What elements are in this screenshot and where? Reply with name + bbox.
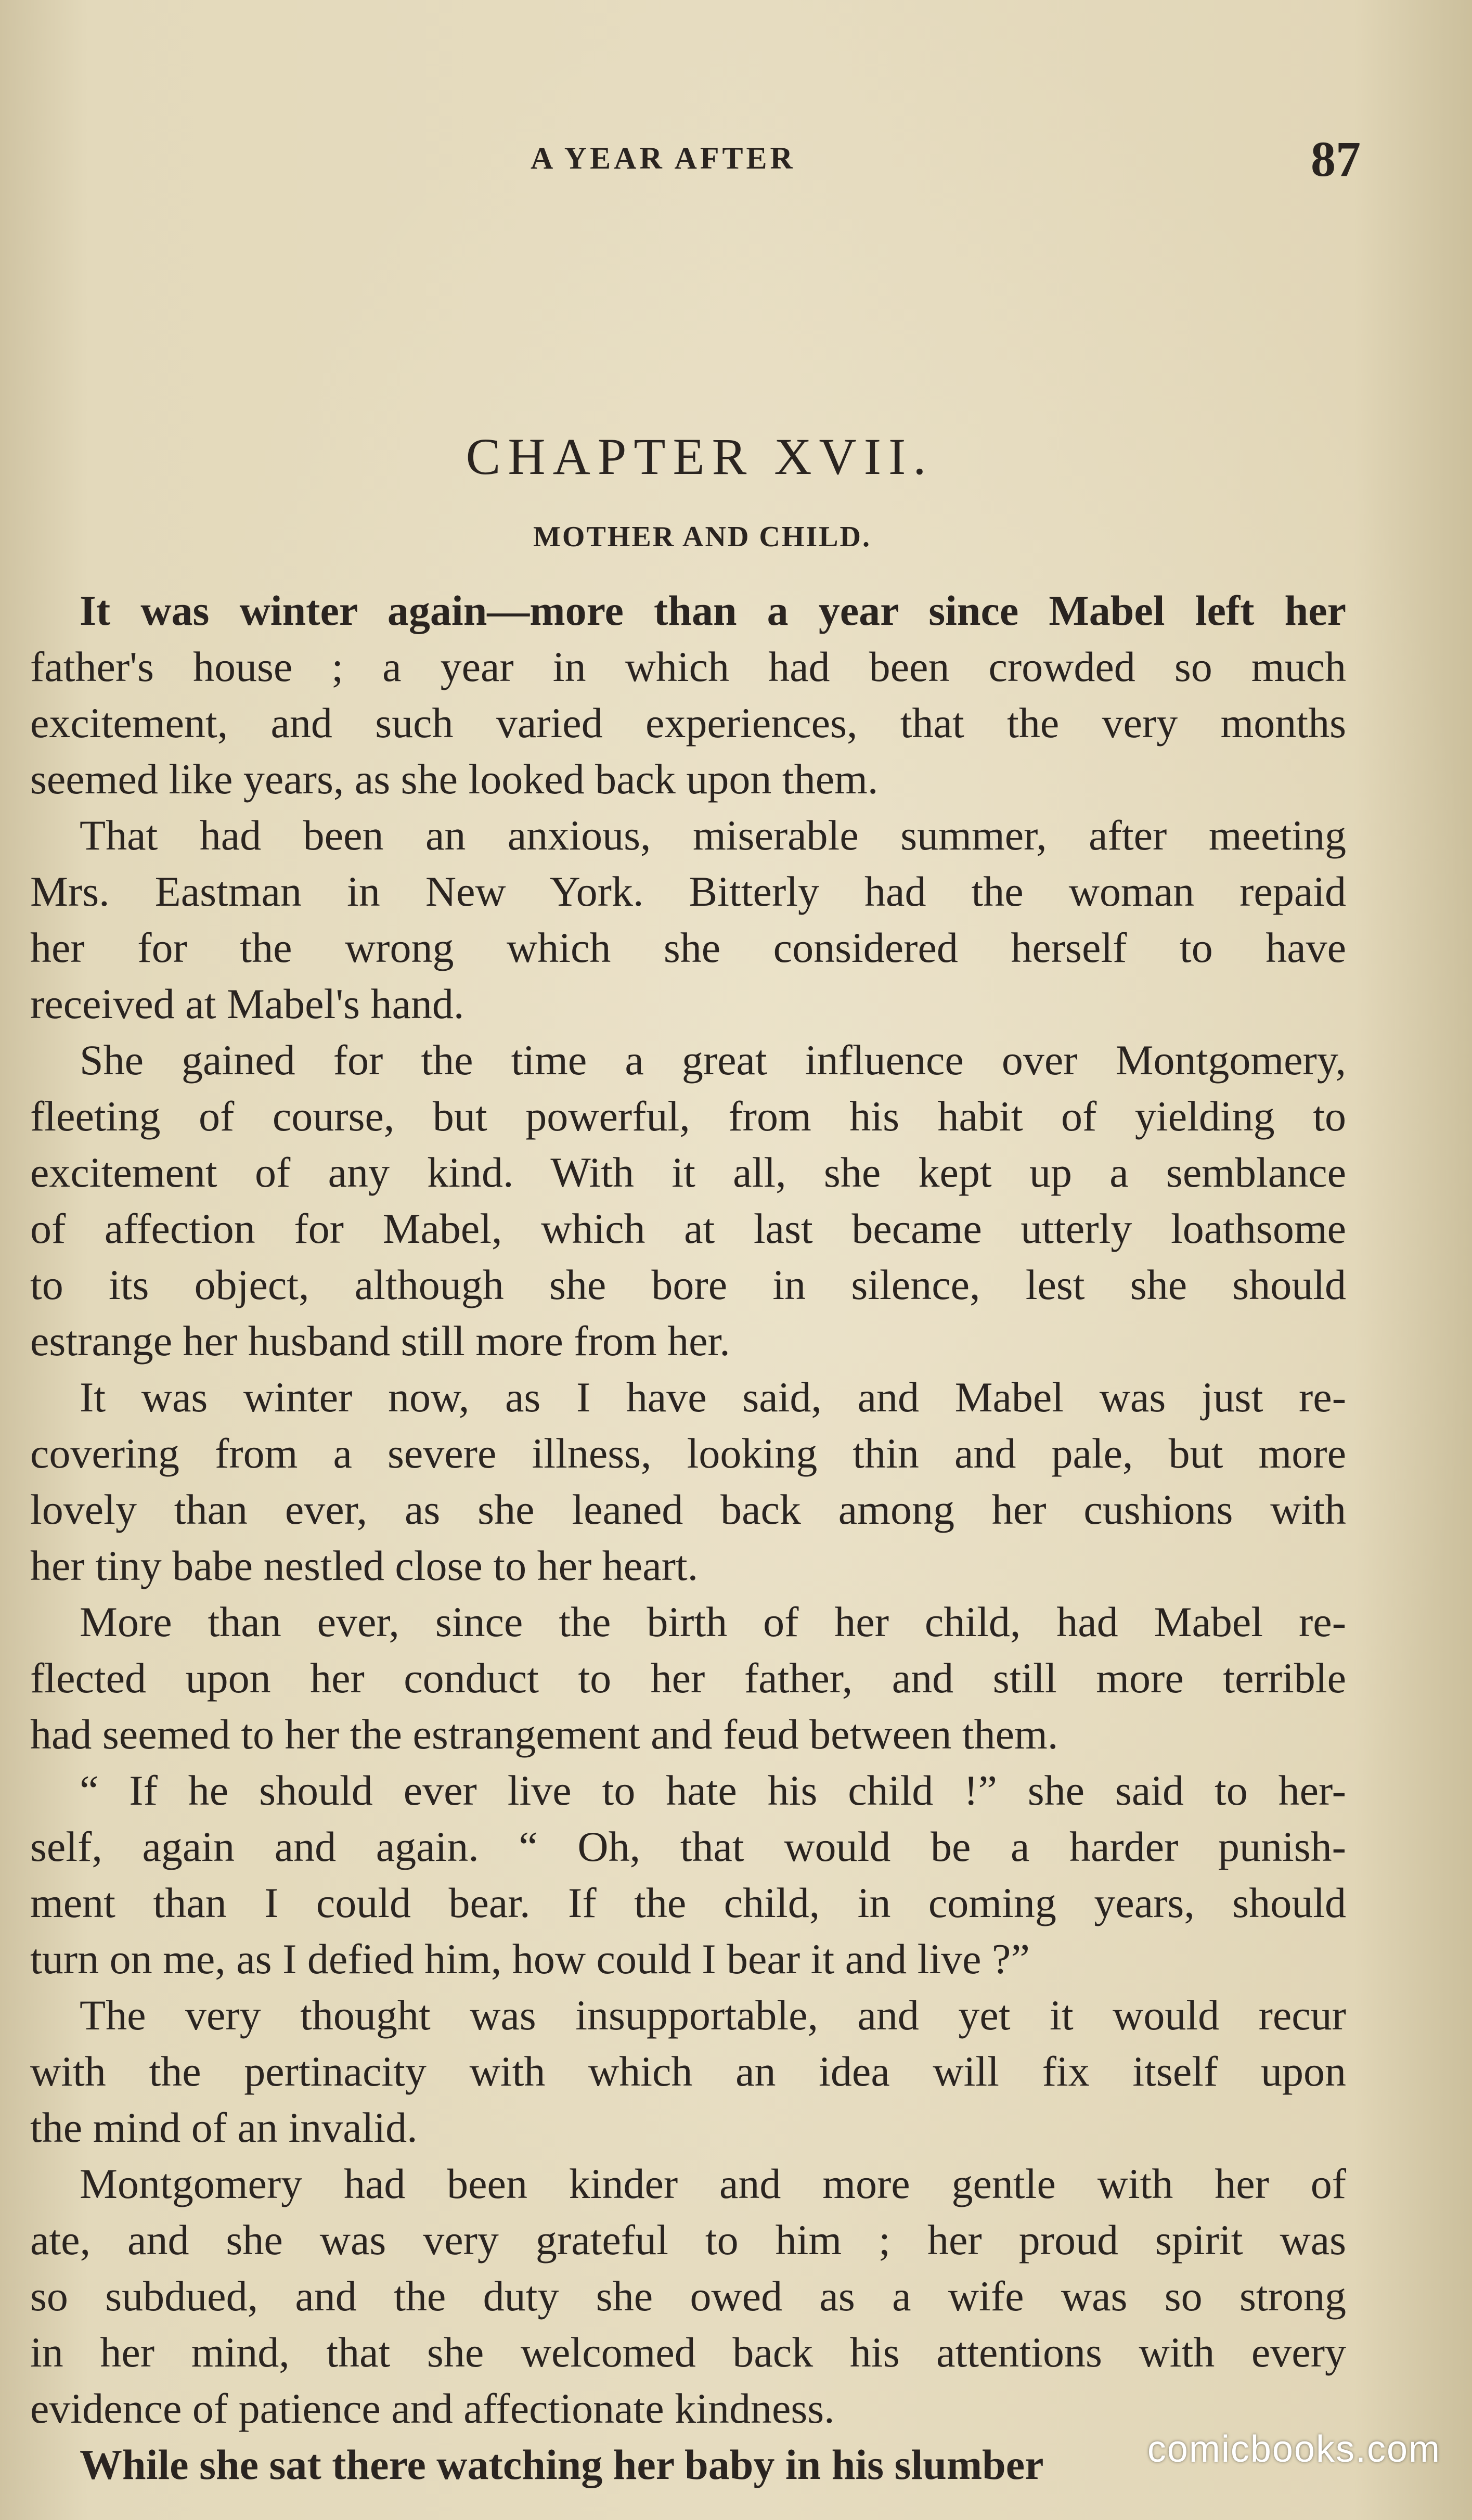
body-text (30, 583, 1346, 2493)
text-line: ate, and she was very grateful to him ; her proud spirit was (30, 2216, 1346, 2264)
text-line: the mind of an invalid. (30, 2104, 418, 2151)
text-line: More than ever, since the birth of her child, had Mabel re- (80, 1598, 1346, 1645)
text-line: had seemed to her the estrangement and feud between them. (30, 1711, 1058, 1758)
text-line: The very thought was insupportable, and yet it would recur (80, 1991, 1346, 2039)
chapter-subtitle: MOTHER AND CHILD. (533, 521, 871, 553)
page-number: 87 (1311, 131, 1361, 187)
text-line: ment than I could bear. If the child, in coming years, should (30, 1879, 1346, 1926)
text-line: “ If he should ever live to hate his child !” she said to her- (80, 1767, 1346, 1814)
text-line: her tiny babe nestled close to her heart. (30, 1542, 699, 1589)
text-line: While she sat there watching her baby in his slumber (80, 2441, 1044, 2488)
text-line: turn on me, as I defied him, how could I bear it and live ?” (30, 1935, 1030, 1983)
text-line: in her mind, that she welcomed back his attentions with every (30, 2329, 1346, 2376)
text-line: seemed like years, as she looked back upon them. (30, 755, 879, 803)
text-line: so subdued, and the duty she owed as a wife was so strong (30, 2272, 1346, 2320)
text-line: That had been an anxious, miserable summer, after meeting (80, 812, 1346, 859)
text-line: of affection for Mabel, which at last became utterly loathsome (30, 1205, 1346, 1252)
text-line: evidence of patience and affectionate kindness. (30, 2385, 835, 2432)
running-head: A YEAR AFTER (531, 141, 796, 175)
watermark: comicbooks.com (1147, 2428, 1441, 2470)
text-line: Mrs. Eastman in New York. Bitterly had the woman repaid (30, 868, 1346, 915)
text-line: covering from a severe illness, looking thin and pale, but more (30, 1430, 1346, 1477)
text-line: self, again and again. “ Oh, that would be a harder punish- (30, 1823, 1346, 1870)
text-line: excitement of any kind. With it all, she kept up a semblance (30, 1149, 1346, 1196)
text-line: Montgomery had been kinder and more gentle with her of (80, 2160, 1346, 2207)
text-line: flected upon her conduct to her father, and still more terrible (30, 1654, 1346, 1702)
text-line: to its object, although she bore in silence, lest she should (30, 1261, 1346, 1308)
text-line: her for the wrong which she considered herself to have (30, 924, 1346, 971)
text-line: estrange her husband still more from her. (30, 1317, 730, 1365)
text-line: It was winter again—more than a year since Mabel left her (80, 587, 1346, 634)
text-line: father's house ; a year in which had been crowded so much (30, 643, 1346, 690)
text-line: received at Mabel's hand. (30, 980, 464, 1027)
text-line: excitement, and such varied experiences, that the very months (30, 699, 1346, 747)
chapter-title: CHAPTER XVII. (466, 428, 934, 485)
text-line: It was winter now, as I have said, and Mabel was just re- (80, 1373, 1346, 1421)
text-line: fleeting of course, but powerful, from his habit of yielding to (30, 1092, 1346, 1140)
text-line: with the pertinacity with which an idea will fix itself upon (30, 2048, 1346, 2095)
text-line: She gained for the time a great influence over Montgomery, (80, 1036, 1346, 1084)
text-line: lovely than ever, as she leaned back among her cushions with (30, 1486, 1346, 1533)
